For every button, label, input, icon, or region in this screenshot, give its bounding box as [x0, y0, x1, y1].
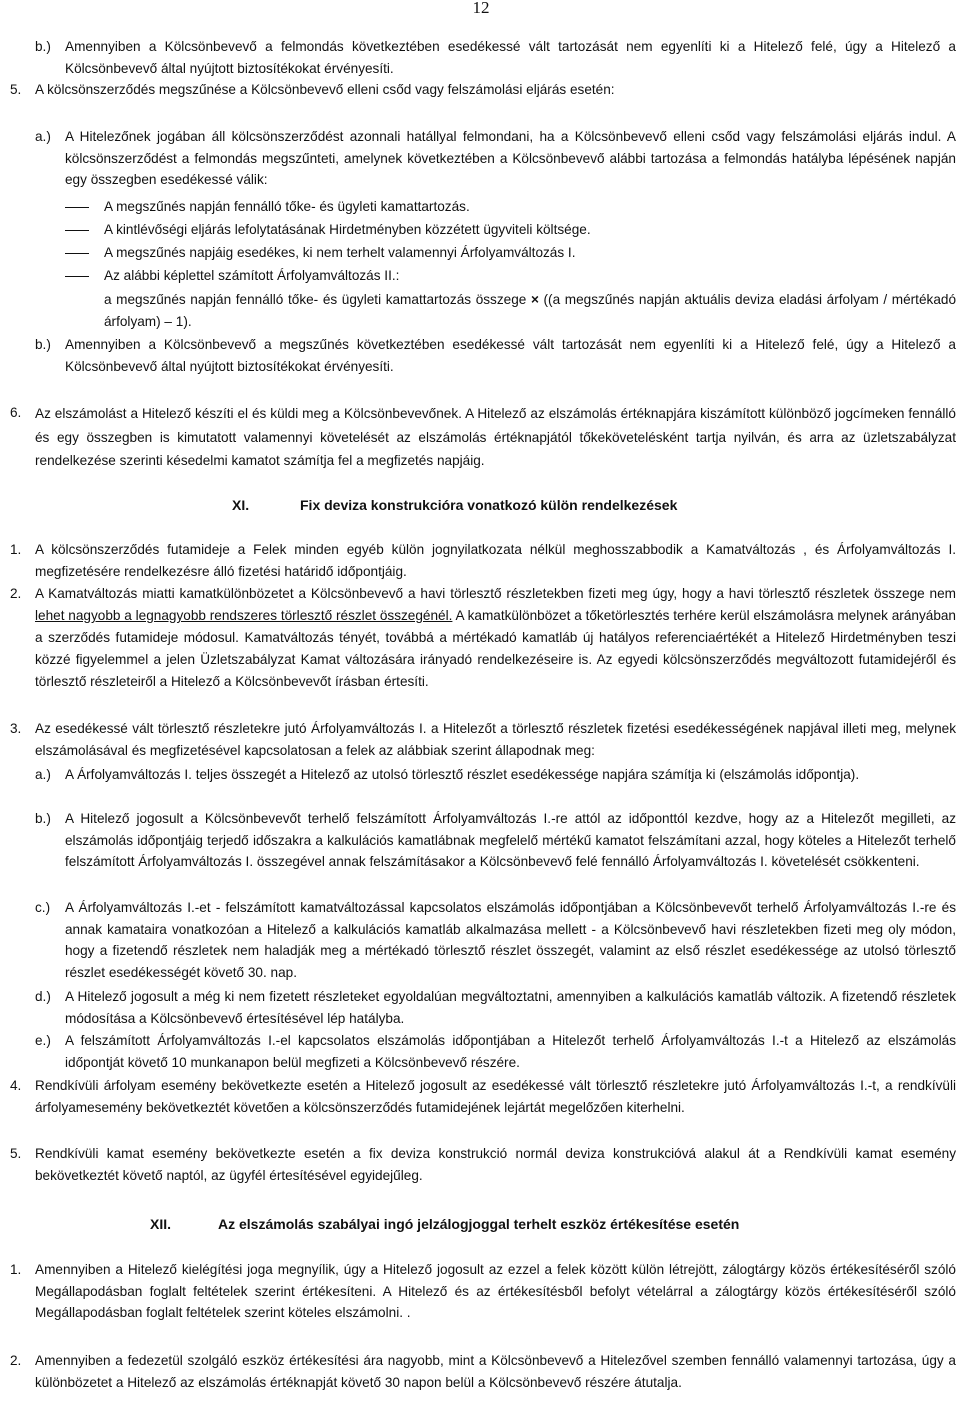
point-5-text: A kölcsönszerződés megszűnése a Kölcsönbevevő elleni csőd vagy felszámolási eljárás esetén: [35, 82, 615, 97]
dash-item: A megszűnés napjáig esedékes, ki nem terhelt valamennyi Árfolyamváltozás I. [104, 245, 576, 260]
section-xi-number: XI. [232, 497, 250, 513]
xi-point-2-text [35, 583, 956, 693]
item-b-label: b.) [35, 39, 51, 54]
section-xi-title: Fix deviza konstrukcióra vonatkozó külön rendelkezések [300, 497, 678, 513]
multiply-sign: × [530, 292, 539, 307]
xi-point-2-text-a: A Kamatváltozás miatti kamatkülönbözetet a Kölcsönbevevő a havi törlesztő részletekben fizeti meg úgy, hogy a havi törlesztő részletek összege nem [35, 586, 956, 601]
xi-item-c-label: c.) [35, 900, 51, 915]
point-6-text: Az elszámolást a Hitelező készíti el és küldi meg a Kölcsönbevevőnek. A Hitelező az elszámolás értéknapjára kiszámított különböző jogcímeken fennálló és egy összegben is kimutatott valamennyi követelését az elszámolás értéknapjától tőkekövetelésként tartja nyilván, és arra az üzletszabályzat rendelkezése szerinti késedelmi kamatot számítja fel a megfizetés napjáig. [35, 406, 956, 468]
dash-bullet [65, 230, 89, 231]
xi-item-a-label: a.) [35, 767, 51, 782]
xi-point-2-label: 2. [10, 586, 22, 601]
xi-point-3-label: 3. [10, 721, 22, 736]
xi-item-e-text: A felszámított Árfolyamváltozás I.-el kapcsolatos elszámolás időpontjában a Hitelezőt terhelő Árfolyamváltozás I.-t a Hitelező az elszámolás időpontját követő 10 munkanapon belül megfizeti a Kölcsönbevevő részére. [65, 1033, 956, 1070]
section-xii-number: XII. [150, 1216, 172, 1232]
xi-point-1-label: 1. [10, 542, 22, 557]
page-number: 12 [472, 0, 490, 17]
xi-item-c-text: A Árfolyamváltozás I.-et - felszámított kamatváltozással kapcsolatos elszámolás időpontjában a Kölcsönbevevőt terhelő Árfolyamváltozás I.-re és annak kamataira vonatkozóan a Hitelező a kalkulációs kamatláb alkalmazása mellett - a Kölcsönbevevő havi részletekben fizeti meg oly módon, hogy a fizetendő részletek nem haladják meg a mértékadó törlesztő részlet összegét, valamint az első részlet esedékessége az utolsó törlesztő részlet esedékességét követő 30. nap. [65, 900, 956, 980]
xi-point-5-text: Rendkívüli kamat esemény bekövetkezte esetén a fix deviza konstrukció normál deviza konstrukcióvá alakul át a Rendkívüli kamat esemény bekövetkeztét követő naptól, az ügyfél értesítésével egyidejűleg. [35, 1146, 956, 1183]
xi-point-2-text-b: A kamatkülönbözet a tőketörlesztés terhére kerül elszámolásra melynek arányában a szerződés futamideje módosul. Kamatváltozás tényét, továbbá a mértékadó kamatláb új hatályos referenciaértékét a Hitelező Hirdetményben teszi közzé figyelemmel a jelen Üzletszabályzat Kamat változására irányadó rendelkezéseire is. Az egyedi kölcsönszerződés megváltozott futamidejéről és törlesztő részleteiről a Hitelező a Kölcsönbevevőt írásban értesíti. [35, 608, 956, 689]
xi-point-4-label: 4. [10, 1078, 22, 1093]
item-b2-label: b.) [35, 337, 51, 352]
xii-point-1-text: Amennyiben a Hitelező kielégítési joga megnyílik, úgy a Hitelező jogosult az ezzel a felek között külön létrejött, zálogtárgy közös értékesítéséről szóló Megállapodásban foglalt feltételek szerint értékesíteni. A Hitelező és az értékesítésből befolyt vételárral a zálogtárgy közös értékesítéséről szóló Megállapodásban foglalt feltételek szerint köteles elszámolni. . [35, 1262, 956, 1320]
point-5-label: 5. [10, 82, 22, 97]
xi-point-2-underlined: lehet nagyobb a legnagyobb rendszeres törlesztő részlet összegénél. [35, 608, 453, 623]
xii-point-1-label: 1. [10, 1262, 22, 1277]
xi-item-d-text: A Hitelező jogosult a még ki nem fizetett részleteket egyoldalúan megváltoztatni, amennyiben a kalkulációs kamatláb változik. A fizetendő részletek módosítása a Kölcsönbevevő értesítésével lép hatályba. [65, 989, 956, 1026]
xi-point-4-text: Rendkívüli árfolyam esemény bekövetkezte esetén a Hitelező jogosult az esedékessé vált törlesztő részletekre jutó Árfolyamváltozás I.-t, a rendkívüli árfolyamesemény bekövetkeztét követően a kölcsönszerződés futamidejének lejártát megelőzően kiterhelni. [35, 1078, 956, 1115]
item-b-text: Amennyiben a Kölcsönbevevő a felmondás következtében esedékessé vált tartozását nem egyenlíti ki a Hitelező felé, úgy a Hitelező a Kölcsönbevevő által nyújtott biztosítékokat érvényesíti. [65, 39, 956, 76]
item-b2-text: Amennyiben a Kölcsönbevevő a megszűnés következtében esedékessé vált tartozását nem egyenlíti ki a Hitelező felé, úgy a Hitelező a Kölcsönbevevő által nyújtott biztosítékokat érvényesíti. [65, 337, 956, 374]
item-a-label: a.) [35, 129, 51, 144]
dash-item: A kintlévőségi eljárás lefolytatásának Hirdetményben közzétett ügyviteli költsége. [104, 222, 591, 237]
dash-item: Az alábbi képlettel számított Árfolyamváltozás II.: [104, 268, 400, 283]
dash-item: A megszűnés napján fennálló tőke- és ügyleti kamattartozás. [104, 199, 470, 214]
xi-point-3-text: Az esedékessé vált törlesztő részletekre jutó Árfolyamváltozás I. a Hitelezőt a törlesztő részletek fizetési esedékességének napjával illeti meg, melynek elszámolásával és megfizetésével kapcsolatosan a felek az alábbiak szerint állapodnak meg: [35, 721, 956, 758]
xi-item-e-label: e.) [35, 1033, 51, 1048]
xi-point-1-text: A kölcsönszerződés futamideje a Felek minden egyéb külön jognyilatkozata nélkül meghosszabbodik a Kamatváltozás , és Árfolyamváltozás I. megfizetésére rendelkezésre álló fizetési határidő időpontjáig. [35, 542, 956, 579]
dash-bullet [65, 276, 89, 277]
xii-point-2-text: Amennyiben a fedezetül szolgáló eszköz értékesítési ára nagyobb, mint a Kölcsönbevevő a Hitelezővel szemben fennálló valamennyi tartozása, úgy a különbözetet a Hitelező az elszámolás értéknapját követő 30 napon belül a Kölcsönbevevő részére átutalja. [35, 1353, 956, 1390]
xii-point-2-label: 2. [10, 1353, 22, 1368]
dash-bullet [65, 253, 89, 254]
xi-item-a-text: A Árfolyamváltozás I. teljes összegét a Hitelező az utolsó törlesztő részlet esedékessége napjára számítja ki (elszámolás időpontja). [65, 767, 860, 782]
formula-part-a: a megszűnés napján fennálló tőke- és ügyleti kamattartozás összege [104, 292, 527, 307]
formula-text [104, 289, 956, 332]
section-xii-title: Az elszámolás szabályai ingó jelzálogjoggal terhelt eszköz értékesítése esetén [218, 1216, 740, 1232]
formula-part-b: ((a megszűnés napján aktuális deviza eladási árfolyam / mértékadó árfolyam) – 1). [104, 292, 957, 329]
dash-bullet [65, 207, 89, 208]
item-a-text: A Hitelezőnek jogában áll kölcsönszerződést azonnali hatállyal felmondani, ha a Kölcsönbevevő elleni csőd vagy felszámolási eljárás indul. A kölcsönszerződést a felmondás megszűnteti, amelynek következtében a Kölcsönbevevő alábbi tartozása a felmondás hatályba lépésének napján egy összegben esedékessé válik: [65, 129, 956, 187]
point-6-label: 6. [10, 405, 22, 420]
xi-item-b-text: A Hitelező jogosult a Kölcsönbevevőt terhelő felszámított Árfolyamváltozás I.-re attól az időponttól kezdve, hogy az a Hitelezőt megilleti, az elszámolás időpontjáig terjedő időszakra a kalkulációs kamatlábnak megfelelő mértékű kamatot felszámítani azzal, hogy köteles a Hitelezőt terhelő felszámított Árfolyamváltozás I. összegével annak felszámításakor a Kölcsönbevevő felé fennálló Árfolyamváltozás I. követelését csökkenteni. [65, 811, 956, 869]
xi-item-b-label: b.) [35, 811, 51, 826]
xi-item-d-label: d.) [35, 989, 51, 1004]
xi-point-5-label: 5. [10, 1146, 22, 1161]
